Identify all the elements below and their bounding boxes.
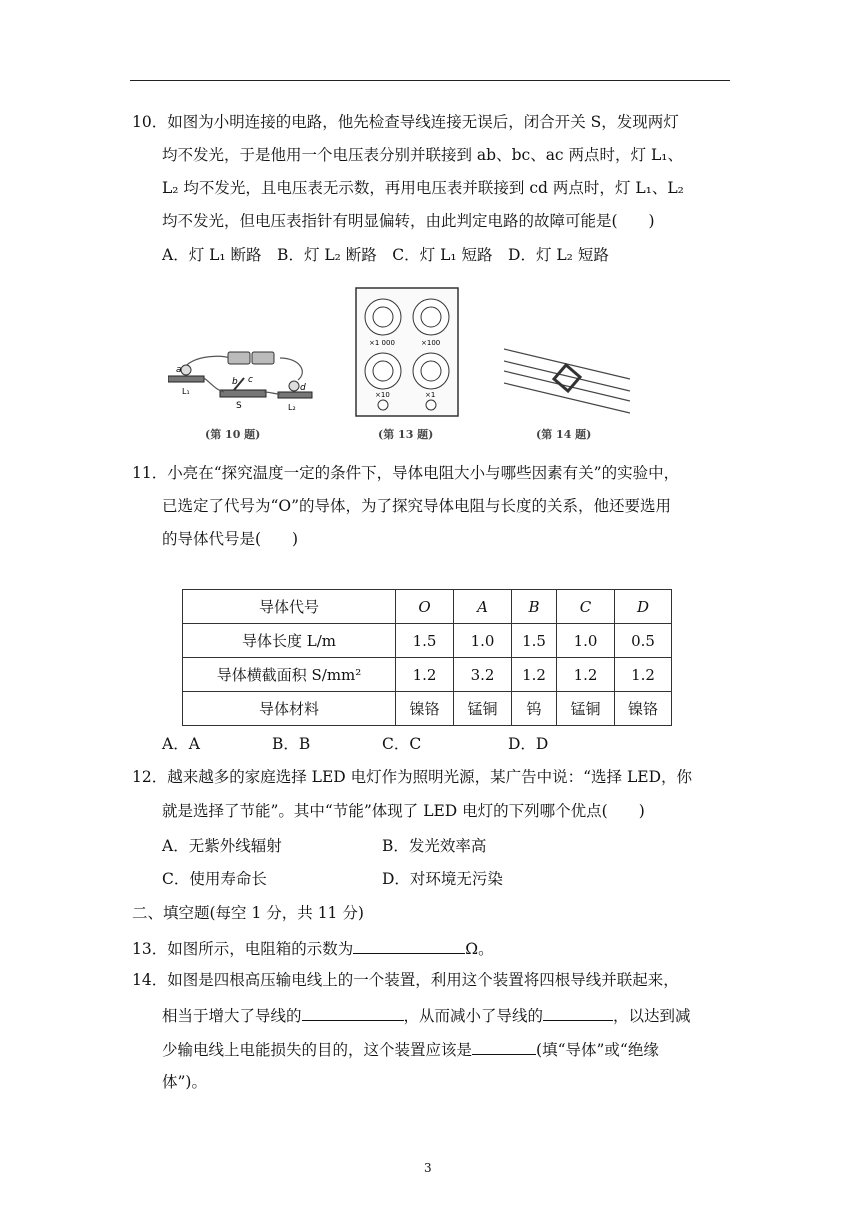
q12-option-d: D．对环境无污染 [382,870,503,888]
q14-blank-1[interactable] [302,1004,404,1021]
table-cell: 1.0 [557,624,615,658]
table-cell: 镍铬 [615,692,672,726]
table-row [183,624,672,658]
label-switch: S [236,401,242,411]
table-cell: 1.5 [512,624,557,658]
code-cell: B [512,590,557,624]
q14-text-e: (填“导体”或“绝缘 [536,1041,659,1059]
table-cell: 1.0 [454,624,512,658]
header-cell: 导体代号 [183,590,396,624]
label-l1: L₁ [182,387,190,396]
q14-line4: 体”)。 [162,1073,207,1091]
q11-line2: 已选定了代号为“O”的导体，为了探究导体电阻与长度的关系，他还要选用 [162,497,672,515]
q11-line1: 11．小亮在“探究温度一定的条件下，导体电阻大小与哪些因素有关”的实验中， [132,464,680,482]
q11-option-d: D．D [508,735,549,753]
row-label: 导体横截面积 S/mm² [183,658,396,692]
label-b: b [232,377,238,387]
q14-text-b: ，从而减小了导线的 [403,1007,544,1025]
code-cell: D [615,590,672,624]
q13-blank[interactable] [353,937,465,954]
q13-text: 13．如图所示，电阻箱的示数为 [132,940,354,958]
code-cell: C [557,590,615,624]
page-number: 3 [424,1161,432,1175]
q10-line3: L₂ 均不发光，且电压表无示数，再用电压表并联接到 cd 两点时，灯 L₁、L₂ [162,179,684,197]
q14-line3 [162,1038,659,1060]
row-label: 导体材料 [183,692,396,726]
table-row [183,590,672,624]
table-cell: 1.5 [396,624,454,658]
code-cell: A [454,590,512,624]
figure-13-caption: (第 13 题) [378,428,434,441]
label-a: a [176,365,182,375]
q11-line3: 的导体代号是( ) [162,530,299,548]
label-c: c [248,375,253,385]
section-heading: 二、填空题(每空 1 分，共 11 分) [132,904,364,922]
q13-line [132,937,494,959]
q13-unit: Ω。 [465,940,494,958]
table-row [183,658,672,692]
header-rule [130,80,730,81]
figure-14-power-line-device [504,343,630,415]
q11-option-a: A．A [162,735,200,753]
conductor-table [182,589,672,726]
table-cell: 钨 [512,692,557,726]
q12-line2: 就是选择了节能”。其中“节能”体现了 LED 电灯的下列哪个优点( ) [162,802,645,820]
table-cell: 1.2 [396,658,454,692]
q14-line1: 14．如图是四根高压输电线上的一个装置，利用这个装置将四根导线并联起来， [132,971,679,989]
q12-option-a: A．无紫外线辐射 [162,837,282,855]
dial-label-thousands: ×1 000 [369,339,395,347]
q12-line1: 12．越来越多的家庭选择 LED 电灯作为照明光源，某广告中说：“选择 LED，你 [132,768,693,786]
q10-line1: 10．如图为小明连接的电路，他先检查导线连接无误后，闭合开关 S，发现两灯 [132,113,679,131]
q14-blank-2[interactable] [543,1004,613,1021]
q11-option-c: C．C [382,735,422,753]
label-d: d [300,383,306,393]
figure-10-caption: (第 10 题) [205,428,261,441]
table-cell: 3.2 [454,658,512,692]
q14-text-c: ，以达到减 [613,1007,691,1025]
figure-14-caption: (第 14 题) [536,428,592,441]
q10-line2: 均不发光，于是他用一个电压表分别并联接到 ab、bc、ac 两点时，灯 L₁、 [162,146,683,164]
table-cell: 1.2 [615,658,672,692]
table-cell: 1.2 [557,658,615,692]
table-cell: 镍铬 [396,692,454,726]
dial-label-hundreds: ×100 [421,339,441,347]
q14-line2 [162,1004,691,1026]
q14-text-d: 少输电线上电能损失的目的，这个装置应该是 [162,1041,473,1059]
label-l2: L₂ [288,403,296,412]
table-cell: 锰铜 [454,692,512,726]
table-cell: 1.2 [512,658,557,692]
q10-options: A．灯 L₁ 断路 B．灯 L₂ 断路 C．灯 L₁ 短路 D．灯 L₂ 短路 [162,246,609,264]
q12-option-b: B．发光效率高 [382,837,487,855]
q14-blank-3[interactable] [472,1038,536,1055]
q12-option-c: C．使用寿命长 [162,870,267,888]
dial-label-ones: ×1 [425,391,436,399]
q14-text-a: 相当于增大了导线的 [162,1007,302,1025]
dial-label-tens: ×10 [375,391,390,399]
table-cell: 锰铜 [557,692,615,726]
table-row [183,692,672,726]
figure-10-circuit [168,350,324,416]
figure-13-resistance-box [355,287,459,417]
q10-line4: 均不发光，但电压表指针有明显偏转，由此判定电路的故障可能是( ) [162,212,655,230]
code-cell: O [396,590,454,624]
table-cell: 0.5 [615,624,672,658]
row-label: 导体长度 L/m [183,624,396,658]
q11-option-b: B．B [272,735,311,753]
